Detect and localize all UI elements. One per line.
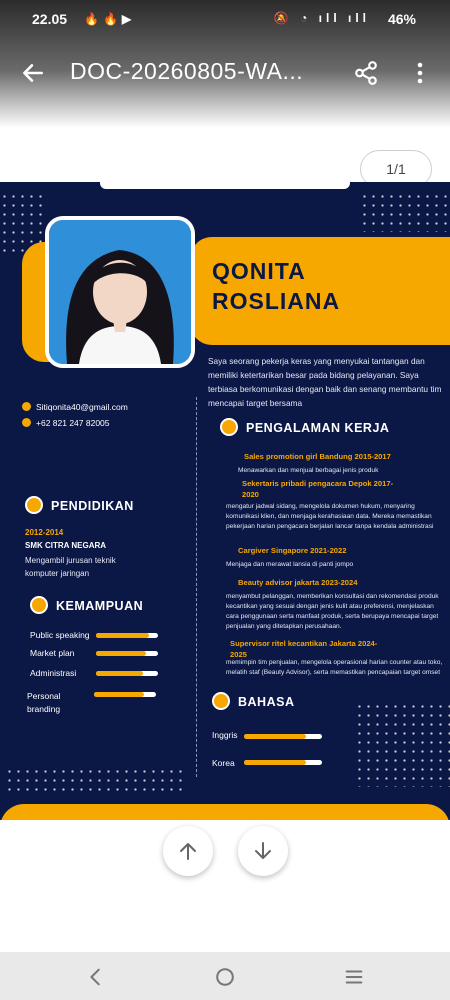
notification-icons: 🔥🔥▶ (84, 12, 136, 26)
skill-bar (96, 671, 158, 676)
scroll-up-button[interactable] (163, 826, 213, 876)
job-title: Sales promotion girl Bandung 2015-2017 (244, 452, 391, 461)
skills-heading (30, 596, 143, 614)
nav-back-icon[interactable] (85, 966, 107, 988)
job-desc: Menjaga dan merawat lansia di panti jompo (226, 561, 354, 568)
arrow-down-icon (251, 839, 275, 863)
phone-text: +62 821 247 82005 (36, 418, 110, 428)
experience-title: PENGALAMAN KERJA (246, 421, 390, 435)
skill-bar (96, 633, 158, 638)
scroll-down-button[interactable] (238, 826, 288, 876)
education-heading (25, 496, 134, 514)
column-divider (196, 397, 197, 777)
back-arrow-icon[interactable] (20, 60, 46, 86)
job-desc: mengatur jadwal sidang, mengelola dokumen hukum, menyaring komunikasi klien, dan menjaga kerahasiaan data. Mereka memastikan pekerjaan harian pengacara berjalan lancar tanpa kendala administrasi (226, 503, 434, 530)
dot-pattern (5, 767, 185, 797)
job-title: Sekertaris pribadi pengacara Depok 2017-2020 (242, 479, 394, 499)
more-options-icon[interactable] (410, 60, 430, 86)
dot-pattern (360, 192, 450, 232)
profile-summary: Saya seorang pekerja keras yang menyukai tantangan dan memiliki ketertarikan besar pada bidang pelayanan. Saya terbiasa berkomunikasi dengan baik dan senang membantu tim mencapai target bersama (208, 356, 442, 408)
dot-pattern (355, 702, 450, 787)
job-title: Supervisor ritel kecantikan Jakarta 2024-2025 (230, 639, 378, 659)
email-icon (22, 402, 31, 411)
document-title: DOC-20260805-WA... (70, 58, 304, 84)
language-bar-fill (244, 760, 306, 765)
job-desc: memimpin tim penjualan, mengelola operasional harian counter atau toko, melatih staf (Beauty Advisor), serta memastikan pencapaian target omset (226, 659, 443, 676)
job-title: Cargiver Singapore 2021-2022 (238, 546, 347, 555)
language-bar (244, 734, 322, 739)
system-icons: 🔕 ◔ ıll ıll (273, 11, 370, 25)
page-tab (100, 182, 350, 189)
name-first: QONITA (212, 258, 306, 284)
bullet-icon (212, 692, 230, 710)
language-label: Inggris (212, 730, 238, 740)
bullet-icon (30, 596, 48, 614)
skill-bar (94, 692, 156, 697)
contact-phone (22, 418, 110, 428)
language-label: Korea (212, 758, 235, 768)
page-indicator: 1/1 (360, 150, 432, 188)
share-icon[interactable] (353, 60, 379, 86)
skill-bar (96, 651, 158, 656)
top-bar (0, 0, 450, 128)
app-bar (0, 52, 450, 96)
email-text: Sitiqonita40@gmail.com (36, 402, 128, 412)
battery-level: 46% (387, 11, 416, 27)
language-bar-fill (244, 734, 306, 739)
experience-heading (220, 418, 389, 436)
languages-title: BAHASA (238, 695, 295, 709)
languages-heading (212, 692, 294, 710)
education-school: SMK CITRA NEGARA (25, 541, 107, 550)
skill-bar-fill (96, 651, 146, 656)
nav-recents-icon[interactable] (343, 966, 365, 988)
skill-label: Market plan (30, 648, 75, 658)
bullet-icon (25, 496, 43, 514)
skills-title: KEMAMPUAN (56, 599, 144, 613)
skill-label: Personal branding (27, 691, 61, 714)
bullet-icon (220, 418, 238, 436)
job-desc: Menawarkan dan menjual berbagai jenis produk (238, 467, 379, 474)
status-time: 22.05 (32, 11, 68, 27)
candidate-name (212, 256, 340, 316)
nav-home-icon[interactable] (214, 966, 236, 988)
contact-email (22, 402, 128, 412)
system-nav-bar (0, 952, 450, 1000)
name-last: ROSLIANA (212, 288, 341, 314)
skill-bar-fill (94, 692, 144, 697)
status-bar (0, 10, 450, 30)
skill-bar-fill (96, 671, 143, 676)
education-year: 2012-2014 (25, 528, 64, 537)
education-title: PENDIDIKAN (51, 499, 134, 513)
cv-document[interactable] (0, 182, 450, 820)
phone-icon (22, 418, 31, 427)
job-desc: menyambut pelanggan, memberikan konsultasi dan rekomendasi produk kecantikan yang sesuai dengan jenis kulit atau preferensi, menjelaskan cara penggunaan serta manfaat produk, serta berupaya mencapai target penjualan yang ditetapkan perusahaan. (226, 593, 439, 630)
skill-label: Public speaking (30, 630, 90, 640)
footer-accent (0, 804, 450, 820)
job-title: Beauty advisor jakarta 2023-2024 (238, 578, 358, 587)
person-photo-icon (49, 220, 191, 364)
skill-label: Administrasi (30, 668, 77, 678)
language-bar (244, 760, 322, 765)
skill-bar-fill (96, 633, 149, 638)
profile-photo (45, 216, 195, 368)
education-desc: Mengambil jurusan teknik komputer jaringan (25, 556, 116, 578)
arrow-up-icon (176, 839, 200, 863)
